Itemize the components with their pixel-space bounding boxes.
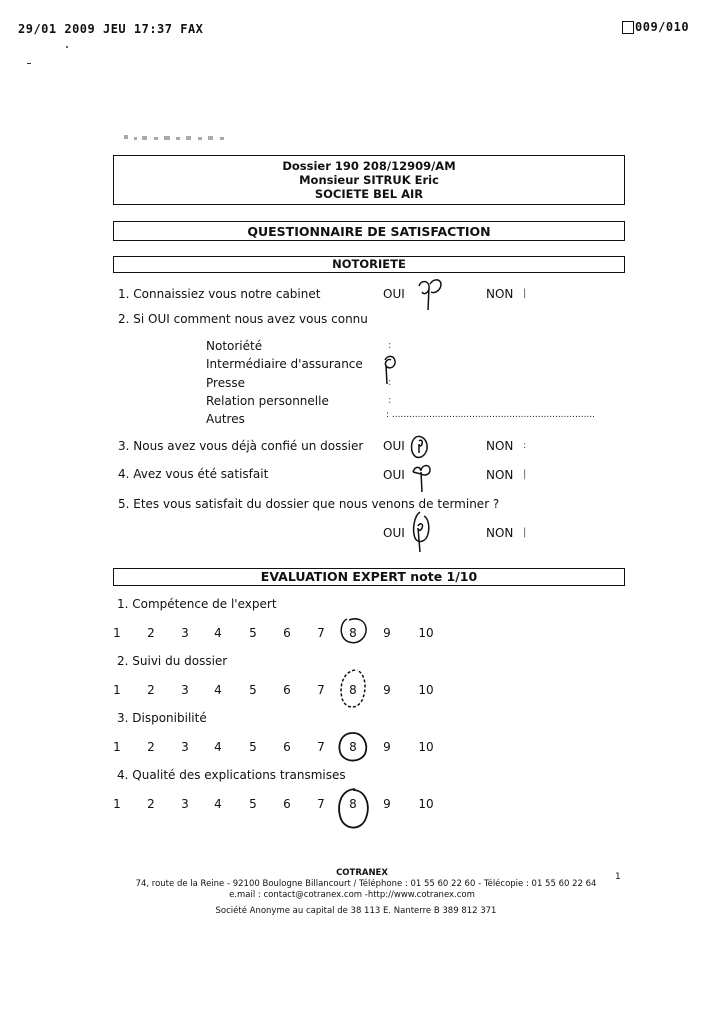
faded-logo	[122, 128, 230, 140]
scale-option: 7	[317, 683, 325, 697]
speck	[27, 63, 31, 64]
source-autres: Autres	[206, 412, 245, 426]
scale-option: 4	[214, 797, 222, 811]
scale-option: 5	[249, 740, 257, 754]
page-number: 1	[615, 872, 621, 882]
scale-option: 1	[113, 740, 121, 754]
scale-option: 10	[418, 626, 434, 640]
scale-option: 6	[283, 797, 291, 811]
dossier-box	[113, 155, 625, 205]
q5-non-tick: |	[523, 527, 527, 538]
score-1-circle-mark	[337, 615, 371, 647]
source-tick: :	[388, 395, 392, 406]
scale-option: 8	[349, 626, 357, 640]
source-tick: :	[388, 377, 392, 388]
footer-legal: Société Anonyme au capital de 38 113 E. Nanterre B 389 812 371	[215, 906, 497, 916]
source-relation: Relation personnelle	[206, 394, 329, 408]
notoriete-title: NOTORIETE	[332, 257, 406, 271]
evaluation-title-box	[113, 568, 625, 586]
source-intermediaire: Intermédiaire d'assurance	[206, 357, 363, 371]
autres-dotted-line: : .......................................................................	[386, 410, 596, 420]
scale-option: 3	[181, 683, 189, 697]
speck	[66, 46, 68, 48]
source-tick: :	[388, 340, 392, 351]
fax-header-left: 29/01 2009 JEU 17:37 FAX	[18, 22, 204, 36]
footer-company: COTRANEX	[336, 868, 388, 878]
scale-option: 9	[383, 626, 391, 640]
q5-non: NON	[486, 526, 514, 540]
scale-option: 2	[147, 626, 155, 640]
q3-non: NON	[486, 439, 514, 453]
notoriete-title-box	[113, 256, 625, 273]
scale-option: 5	[249, 797, 257, 811]
scale-option: 8	[349, 683, 357, 697]
scale-option: 3	[181, 626, 189, 640]
scale-option: 4	[214, 740, 222, 754]
q3-oui: OUI	[383, 439, 405, 453]
scale-option: 6	[283, 740, 291, 754]
q1-non: NON	[486, 287, 514, 301]
company-name: SOCIETE BEL AIR	[314, 187, 424, 201]
scale-option: 7	[317, 740, 325, 754]
scale-option: 1	[113, 797, 121, 811]
scale-option: 6	[283, 626, 291, 640]
page-box-icon	[622, 21, 634, 34]
q5-oui-handwritten-mark	[406, 508, 436, 554]
source-presse: Presse	[206, 376, 245, 390]
question-3: 3. Nous avez vous déjà confié un dossier	[118, 439, 364, 453]
q4-oui: OUI	[383, 468, 405, 482]
footer-contact: e.mail : contact@cotranex.com -http://www.cotranex.com	[229, 890, 475, 900]
scale-option: 6	[283, 683, 291, 697]
scale-option: 9	[383, 683, 391, 697]
q1-non-tick: |	[523, 288, 527, 299]
intermediaire-handwritten-mark	[380, 352, 400, 388]
score-2-circle-mark	[335, 666, 371, 714]
q4-non-tick: |	[523, 469, 527, 480]
scale-option: 8	[349, 797, 357, 811]
scale-option: 3	[181, 740, 189, 754]
evaluation-question-1: 1. Compétence de l'expert	[117, 597, 277, 611]
question-1: 1. Connaissiez vous notre cabinet	[118, 287, 321, 301]
scale-option: 4	[214, 626, 222, 640]
scale-option: 2	[147, 797, 155, 811]
q4-non: NON	[486, 468, 514, 482]
score-4-circle-mark	[333, 786, 373, 834]
client-name: Monsieur SITRUK Eric	[299, 173, 439, 187]
dossier-number: Dossier 190 208/12909/AM	[282, 159, 456, 173]
scale-option: 10	[418, 740, 434, 754]
source-notoriete: Notoriété	[206, 339, 263, 353]
scale-option: 4	[214, 683, 222, 697]
scale-option: 9	[383, 797, 391, 811]
question-5: 5. Etes vous satisfait du dossier que nous venons de terminer ?	[118, 497, 500, 511]
evaluation-question-2: 2. Suivi du dossier	[117, 654, 228, 668]
scale-option: 10	[418, 683, 434, 697]
question-4: 4. Avez vous été satisfait	[118, 467, 269, 481]
question-2: 2. Si OUI comment nous avez vous connu	[118, 312, 368, 326]
q1-oui: OUI	[383, 287, 405, 301]
scale-option: 5	[249, 626, 257, 640]
fax-header-right	[622, 20, 689, 34]
footer-address: 74, route de la Reine - 92100 Boulogne Billancourt / Téléphone : 01 55 60 22 60 - Télécopie : 01 55 60 22 64	[135, 879, 597, 889]
scale-option: 1	[113, 626, 121, 640]
fax-page-count: 009/010	[635, 20, 690, 34]
scale-option: 7	[317, 626, 325, 640]
evaluation-question-3: 3. Disponibilité	[117, 711, 207, 725]
scale-option: 2	[147, 683, 155, 697]
q3-non-tick: :	[523, 440, 527, 451]
evaluation-question-4: 4. Qualité des explications transmises	[117, 768, 346, 782]
q3-oui-handwritten-mark	[408, 433, 434, 463]
evaluation-title: EVALUATION EXPERT note 1/10	[260, 569, 478, 584]
q5-oui: OUI	[383, 526, 405, 540]
scale-option: 5	[249, 683, 257, 697]
scale-option: 8	[349, 740, 357, 754]
q4-oui-handwritten-mark	[410, 460, 434, 496]
scale-option: 7	[317, 797, 325, 811]
scale-option: 2	[147, 740, 155, 754]
questionnaire-title: QUESTIONNAIRE DE SATISFACTION	[247, 224, 491, 239]
q1-oui-handwritten-mark	[416, 276, 444, 314]
scale-option: 9	[383, 740, 391, 754]
scale-option: 1	[113, 683, 121, 697]
scale-option: 3	[181, 797, 189, 811]
score-3-circle-mark	[335, 730, 371, 766]
questionnaire-title-box	[113, 221, 625, 241]
scale-option: 10	[418, 797, 434, 811]
